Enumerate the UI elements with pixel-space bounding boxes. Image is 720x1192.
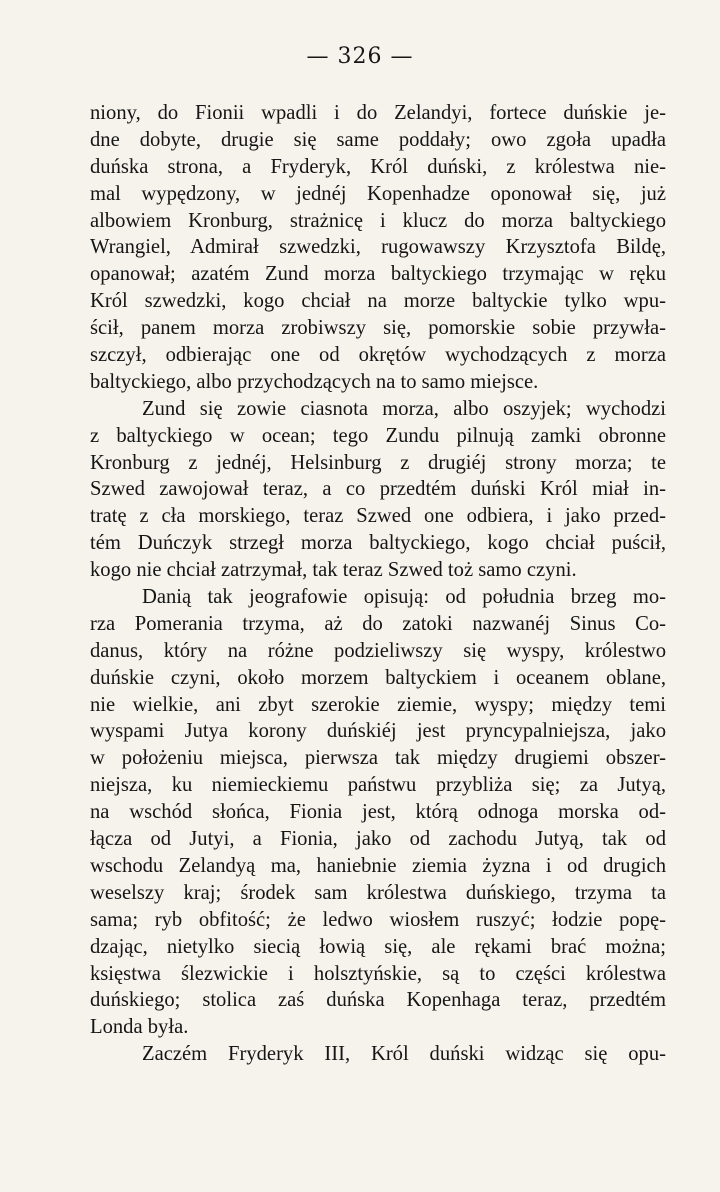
text-line: niejsza, ku niemieckiemu państwu przybliża się; za Jutyą, <box>90 774 666 797</box>
text-line: Zund się zowie ciasnota morza, albo oszyjek; wychodzi <box>142 397 666 420</box>
text-line: księstwa ślezwickie i holsztyńskie, są to części królestwa <box>90 962 666 985</box>
paragraph-4 <box>90 1041 666 1068</box>
text-line: Król szwedzki, kogo chciał na morze baltyckie tylko wpu- <box>90 290 666 313</box>
page-number: — 326 — <box>306 44 414 69</box>
text-line: wschodu Zelandyą ma, haniebnie ziemia żyzna i od drugich <box>90 854 666 877</box>
text-line: duńskiego; stolica zaś duńska Kopenhaga teraz, przedtém <box>90 989 666 1012</box>
text-line: nie wielkie, ani zbyt szerokie ziemie, wyspy; między temi <box>90 693 666 716</box>
text-line: Zaczém Fryderyk III, Król duński widząc się opu- <box>142 1043 666 1066</box>
text-line: opanował; azatém Zund morza baltyckiego trzymając w ręku <box>90 263 666 286</box>
text-line: szczył, odbierając one od okrętów wychodzących z morza <box>90 344 666 367</box>
text-line: kogo nie chciał zatrzymał, tak teraz Szwed toż samo czyni. <box>90 559 577 582</box>
text-line: sama; ryb obfitość; że ledwo wiosłem ruszyć; łodzie popę- <box>90 908 666 931</box>
text-line: mal wypędzony, w jednéj Kopenhadze oponował się, już <box>90 182 666 205</box>
text-line: tratę z cła morskiego, teraz Szwed one odbiera, i jako przed- <box>90 505 666 528</box>
text-line: danus, który na różne podzieliwszy się wyspy, królestwo <box>90 639 666 662</box>
text-line: Danią tak jeografowie opisują: od południa brzeg mo- <box>142 586 666 609</box>
text-line: wyspami Jutya korony duńskiéj jest pryncypalniejsza, jako <box>90 720 666 743</box>
text-line: Szwed zawojował teraz, a co przedtém duński Król miał in- <box>90 478 666 501</box>
paragraph-3 <box>90 584 666 1041</box>
body-text <box>90 100 666 1068</box>
text-line: z baltyckiego w ocean; tego Zundu pilnują zamki obronne <box>90 424 666 447</box>
text-line: ścił, panem morza zrobiwszy się, pomorskie sobie przywła- <box>90 317 666 340</box>
paragraph-1 <box>90 100 666 396</box>
text-line: duńska strona, a Fryderyk, Król duński, z królestwa nie- <box>90 155 666 178</box>
text-line: Wrangiel, Admirał szwedzki, rugowawszy Krzysztofa Bildę, <box>90 236 666 259</box>
text-line: baltyckiego, albo przychodzących na to samo miejsce. <box>90 370 539 393</box>
text-line: na wschód słońca, Fionia jest, którą odnoga morska od- <box>90 801 666 824</box>
text-line: Kronburg z jednéj, Helsinburg z drugiéj strony morza; te <box>90 451 666 474</box>
text-line: w położeniu miejsca, pierwsza tak między drugiemi obszer- <box>90 747 666 770</box>
paragraph-2 <box>90 396 666 584</box>
text-line: duńskie czyni, około morzem baltyckiem i oceanem oblane, <box>90 666 666 689</box>
text-line: rza Pomerania trzyma, aż do zatoki nazwanéj Sinus Co- <box>90 612 666 635</box>
text-line: tém Duńczyk strzegł morza baltyckiego, kogo chciał puścił, <box>90 532 666 555</box>
text-line: dne dobyte, drugie się same poddały; owo zgoła upadła <box>90 128 666 151</box>
text-line: Londa była. <box>90 1016 189 1039</box>
text-line: weselszy kraj; środek sam królestwa duńskiego, trzyma ta <box>90 881 666 904</box>
text-line: albowiem Kronburg, strażnicę i klucz do morza baltyckiego <box>90 209 666 232</box>
text-line: niony, do Fionii wpadli i do Zelandyi, fortece duńskie je- <box>90 102 666 124</box>
text-line: dzając, nietylko siecią łowią się, ale rękami brać można; <box>90 935 666 958</box>
text-line: łącza od Jutyi, a Fionia, jako od zachodu Jutyą, tak od <box>90 828 666 851</box>
